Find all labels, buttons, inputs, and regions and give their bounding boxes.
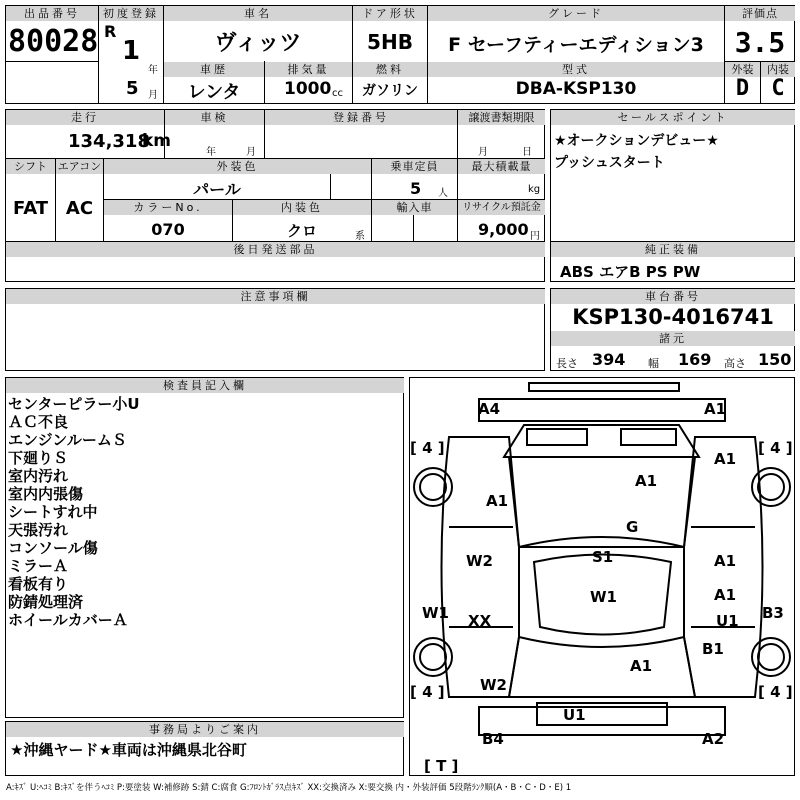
tire-depth: [ 4 ] (758, 439, 793, 457)
equipment: ABS エアB PS PW (560, 263, 701, 281)
capacity: 5 (410, 179, 422, 198)
inspector-note: ミラーＡ (8, 557, 69, 575)
door-type: 5HB (367, 30, 413, 54)
damage-mark: A2 (702, 730, 725, 748)
sales-point-line-1: ★オークションデビュー★ (554, 133, 719, 149)
tire-depth: [ 4 ] (410, 439, 445, 457)
length: 394 (592, 350, 626, 369)
chassis-number: KSP130-4016741 (572, 305, 774, 329)
inspector-note: シートすれ中 (8, 503, 98, 521)
first-registration-label: 初度登録 (99, 6, 163, 21)
capacity-unit: 人 (438, 188, 448, 199)
office-notice: ★沖縄ヤード★車両は沖縄県北谷町 (10, 741, 247, 759)
recycle-fee: 9,000 (478, 220, 529, 239)
grade-label: グレード (428, 6, 724, 21)
era: R (104, 22, 117, 41)
registration-number-label: 登録番号 (265, 110, 457, 125)
document-deadline-label: 譲渡書類期限 (458, 110, 545, 125)
damage-mark: W1 (590, 588, 617, 606)
damage-mark: W2 (466, 552, 493, 570)
grade: F セーフティーエディション3 (448, 34, 704, 56)
history-label: 車歴 (164, 62, 264, 77)
recycle-fee-unit: 円 (530, 231, 540, 242)
later-parts-label: 後日発送部品 (6, 242, 545, 257)
inspector-note: 天張汚れ (8, 521, 69, 539)
registration-month: 5 (126, 78, 139, 99)
mileage: 134,318 (68, 131, 150, 152)
notes-label: 注意事項欄 (6, 289, 545, 304)
fuel: ガソリン (362, 83, 418, 99)
inspector-note: エンジンルームＳ (8, 431, 127, 449)
inspector-notes-list (8, 395, 400, 629)
damage-mark: A1 (714, 450, 737, 468)
inspector-note: 看板有り (8, 575, 69, 593)
deadline-month-unit: 月 (478, 147, 488, 158)
damage-mark: A1 (635, 472, 658, 490)
equipment-label: 純正装備 (551, 242, 795, 257)
inspection-month-unit: 月 (246, 147, 256, 158)
office-label: 事務局よりご案内 (6, 722, 404, 737)
inspector-note: 室内汚れ (8, 467, 69, 485)
inspector-note: ホイールカバーＡ (8, 611, 128, 629)
damage-mark: U1 (563, 706, 586, 724)
month-unit: 月 (148, 90, 158, 101)
exterior-grade-label: 外装 (725, 62, 760, 77)
damage-mark: A1 (486, 492, 509, 510)
inspector-label: 検査員記入欄 (6, 378, 404, 393)
width-label: 幅 (648, 357, 659, 370)
damage-mark: W1 (422, 604, 449, 622)
height-label: 高さ (724, 357, 746, 370)
interior-grade-label: 内装 (761, 62, 795, 77)
door-type-label: ドア形状 (353, 6, 427, 21)
inspection-label: 車検 (165, 110, 264, 125)
model-code: DBA-KSP130 (515, 79, 637, 99)
damage-legend: A:ｷｽﾞ U:ﾍｺﾐ B:ｷｽﾞを伴うﾍｺﾐ P:要塗装 W:補修跡 S:錆 C:腐食 G:ﾌﾛﾝﾄｶﾞﾗｽ点ｷｽﾞ XX:交換済み X:要交換 内・外装評価 5段階ﾗﾝｸ順(A・B・C・D・E) 1 (6, 783, 572, 793)
history: レンタ (187, 82, 241, 103)
shift: FAT (12, 198, 49, 219)
chassis-number-label: 車台番号 (551, 289, 795, 304)
damage-mark: S1 (592, 548, 614, 566)
tire-depth: [ 4 ] (410, 683, 445, 701)
mileage-label: 走行 (6, 110, 164, 125)
color-number: 070 (151, 220, 185, 239)
import-label: 輸入車 (372, 200, 457, 215)
exterior-color-label: 外装色 (104, 159, 371, 174)
registration-year: 1 (122, 36, 141, 66)
inspector-note: 防錆処理済 (8, 593, 84, 611)
damage-mark: A4 (478, 400, 501, 418)
car-outline-diagram (409, 377, 795, 776)
displacement-unit: cc (332, 88, 343, 99)
car-name-label: 車名 (164, 6, 352, 21)
inspection-year-unit: 年 (206, 147, 216, 158)
height: 150 (758, 350, 792, 369)
sales-point-line-2: プッシュスタート (554, 155, 665, 171)
shift-label: シフト (6, 159, 55, 174)
sales-point-label: セールスポイント (551, 110, 795, 125)
exterior-grade: D (735, 76, 750, 101)
car-name: ヴィッツ (214, 31, 302, 56)
damage-mark: B4 (482, 730, 504, 748)
score: 3.5 (734, 26, 786, 59)
interior-color: クロ (286, 222, 317, 240)
interior-color-unit: 系 (355, 231, 365, 242)
recycle-fee-label: リサイクル預託金 (458, 200, 545, 215)
inspector-note: コンソール傷 (8, 539, 98, 557)
max-load-unit: kg (528, 184, 541, 195)
damage-mark: B3 (762, 604, 784, 622)
displacement-label: 排気量 (265, 62, 352, 77)
inspector-note: 室内内張傷 (8, 485, 84, 503)
lot-number-label: 出品番号 (6, 6, 98, 21)
damage-mark: U1 (716, 612, 739, 630)
model-code-label: 型式 (428, 62, 724, 77)
spare-tire: [ T ] (424, 757, 459, 775)
aircon: AC (65, 198, 94, 219)
inspector-note: センターピラー小U (8, 395, 140, 413)
specs-label: 諸元 (551, 331, 795, 346)
fuel-label: 燃料 (353, 62, 427, 77)
damage-mark: G (626, 518, 639, 536)
damage-mark: XX (468, 612, 492, 630)
color-number-label: カラーNo. (104, 200, 232, 215)
score-label: 評価点 (725, 6, 795, 21)
interior-color-label: 内装色 (233, 200, 371, 215)
capacity-label: 乗車定員 (372, 159, 457, 174)
exterior-color: パール (193, 180, 241, 199)
damage-mark: A1 (630, 657, 653, 675)
length-label: 長さ (556, 357, 578, 370)
interior-grade: C (771, 76, 785, 101)
max-load-label: 最大積載量 (458, 159, 545, 174)
damage-mark: A1 (714, 586, 737, 604)
damage-mark: A1 (704, 400, 727, 418)
width: 169 (678, 350, 712, 369)
displacement: 1000 (284, 79, 332, 99)
tire-depth: [ 4 ] (758, 683, 793, 701)
damage-mark: W2 (480, 676, 507, 694)
aircon-label: エアコン (57, 160, 102, 173)
deadline-day-unit: 日 (522, 147, 532, 158)
lot-number: 80028 (8, 24, 99, 59)
damage-mark: A1 (714, 552, 737, 570)
year-unit: 年 (148, 65, 158, 76)
inspector-note: 下廻りＳ (8, 449, 69, 467)
inspector-note: ＡＣ不良 (8, 413, 69, 431)
damage-mark: B1 (702, 640, 724, 658)
mileage-unit: km (142, 131, 172, 151)
